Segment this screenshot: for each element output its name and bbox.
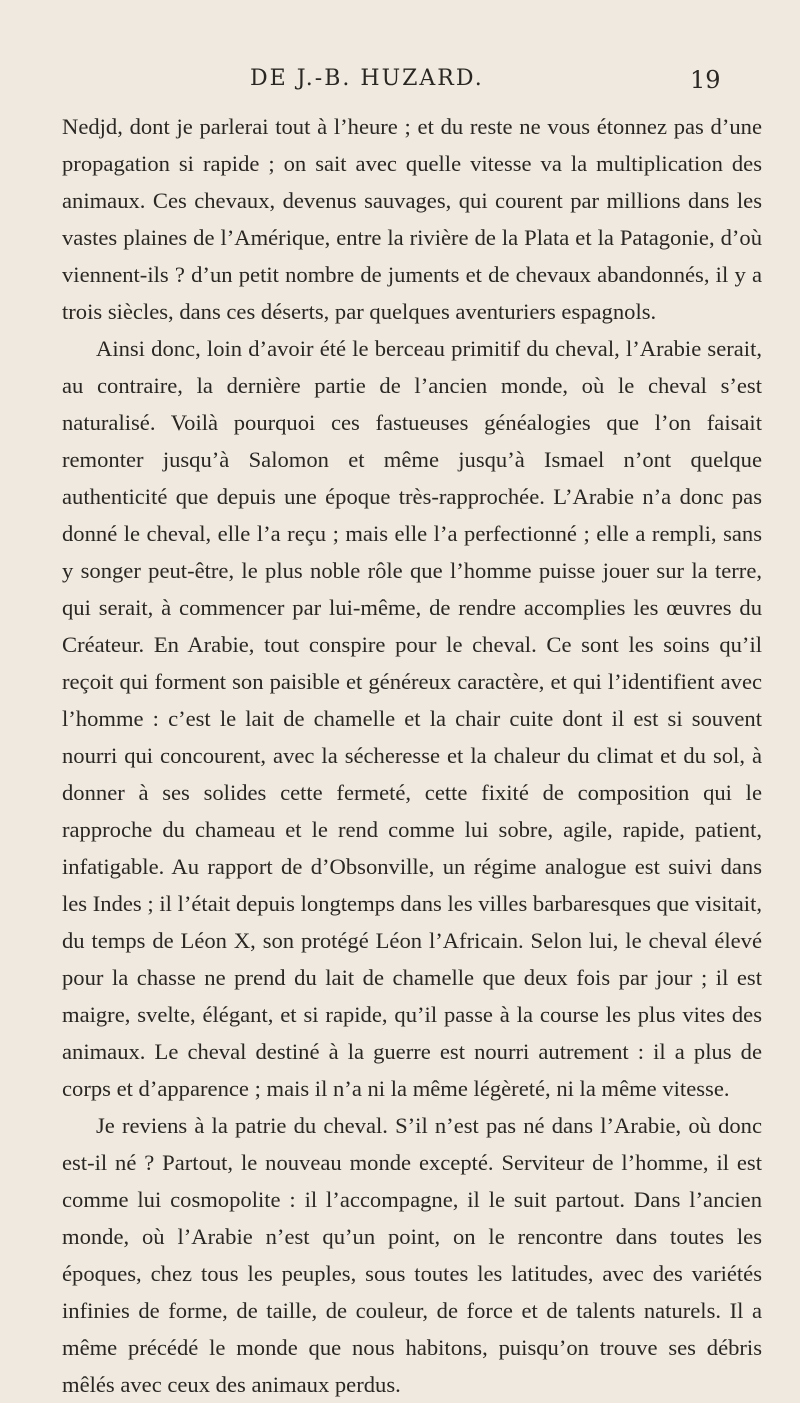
paragraph-2: Ainsi donc, loin d’avoir été le berceau primitif du cheval, l’Arabie serait, au contraire, la dernière partie de l’ancien monde, où le cheval s’est naturalisé. Voilà pourquoi ces fastueuses généalogies que l’on faisait remonter jusqu’à Salomon et même jusqu’à Ismael n’ont quelque authenticité que depuis une époque très-rapprochée. L’Arabie n’a donc pas donné le cheval, elle l’a reçu ; mais elle l’a perfectionné ; elle a rempli, sans y songer peut-être, le plus noble rôle que l’homme puisse jouer sur la terre, qui serait, à commencer par lui-même, de rendre accomplies les œuvres du Créateur. En Arabie, tout conspire pour le cheval. Ce sont les soins qu’il reçoit qui forment son paisible et généreux caractère, et qui l’identifient avec l’homme : c’est le lait de chamelle et la chair cuite dont il est si souvent nourri qui concourent, avec la sécheresse et la chaleur du climat et du sol, à donner à ses solides cette fermeté, cette fixité de composition qui le rapproche du chameau et le rend comme lui sobre, agile, rapide, patient, infatigable. Au rapport de d’Obsonville, un régime analogue est suivi dans les Indes ; il l’était depuis longtemps dans les villes barbaresques que visitait, du temps de Léon X, son protégé Léon l’Africain. Selon lui, le cheval élevé pour la chasse ne prend du lait de chamelle que deux fois par jour ; il est maigre, svelte, élégant, et si rapide, qu’il passe à la course les plus vites des animaux. Le cheval destiné à la guerre est nourri autrement : il a plus de corps et d’apparence ; mais il n’a ni la même légèreté, ni la même vitesse.: [62, 336, 762, 1101]
page-header: [0, 66, 800, 102]
running-head: DE J.-B. HUZARD.: [250, 66, 484, 91]
body-text: [62, 108, 762, 1403]
page-number: 19: [690, 66, 721, 94]
paragraph-1: Nedjd, dont je parlerai tout à l’heure ; et du reste ne vous étonnez pas d’une propagation si rapide ; on sait avec quelle vitesse va la multiplication des animaux. Ces chevaux, devenus sauvages, qui courent par millions dans les vastes plaines de l’Amérique, entre la rivière de la Plata et la Patagonie, d’où viennent-ils ? d’un petit nombre de juments et de chevaux abandonnés, il y a trois siècles, dans ces déserts, par quelques aventuriers espagnols.: [62, 114, 762, 324]
paragraph-3: Je reviens à la patrie du cheval. S’il n’est pas né dans l’Arabie, où donc est-il né ? Partout, le nouveau monde excepté. Serviteur de l’homme, il est comme lui cosmopolite : il l’accompagne, il le suit partout. Dans l’ancien monde, où l’Arabie n’est qu’un point, on le rencontre dans toutes les époques, chez tous les peuples, sous toutes les latitudes, avec des variétés infinies de forme, de taille, de couleur, de force et de talents naturels. Il a même précédé le monde que nous habitons, puisqu’on trouve ses débris mêlés avec ceux des animaux perdus.: [62, 1113, 762, 1397]
